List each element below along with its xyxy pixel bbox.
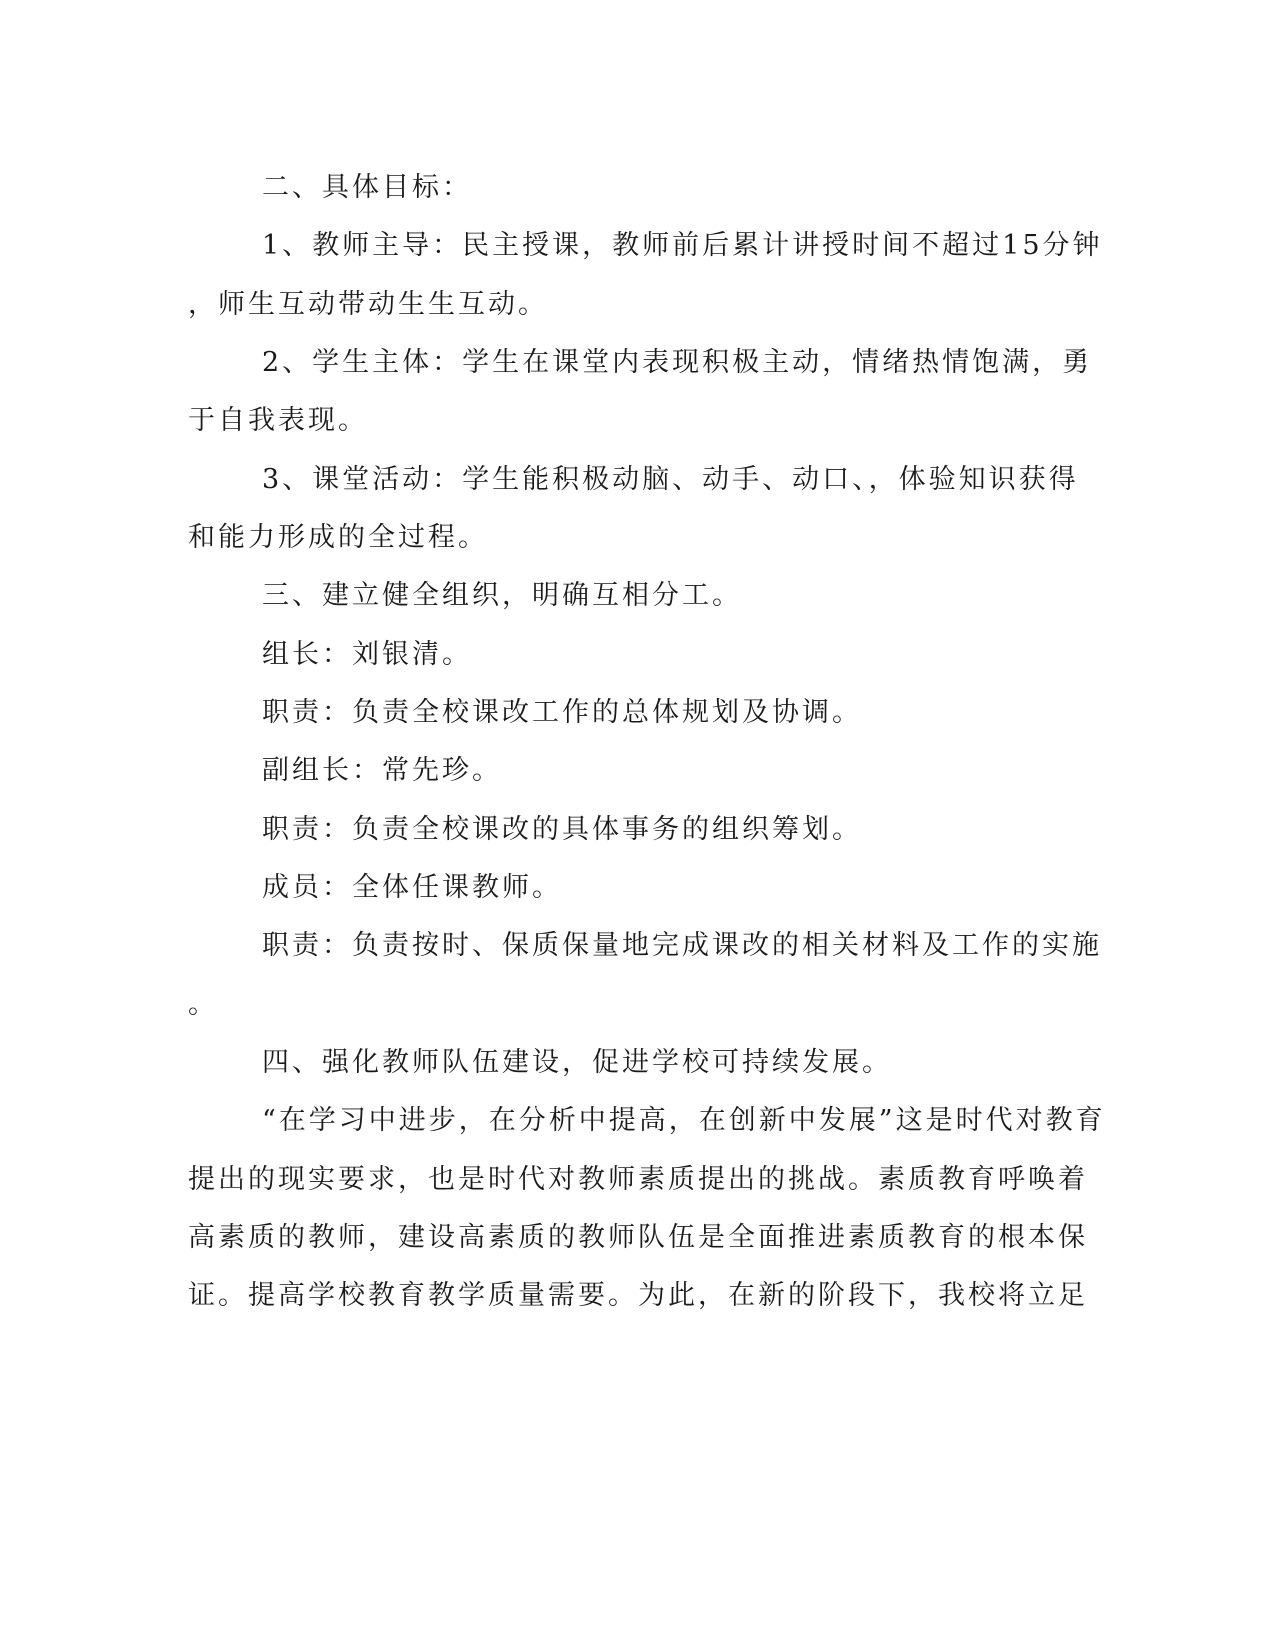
paragraph-line: 。 — [188, 989, 218, 1020]
paragraph-line: 证。提高学校教育教学质量需要。为此，在新的阶段下，我校将立足 — [188, 1280, 1088, 1311]
paragraph-line: 和能力形成的全过程。 — [188, 522, 488, 553]
paragraph-line: 职责：负责按时、保质保量地完成课改的相关材料及工作的实施 — [262, 930, 1102, 961]
paragraph-line: 职责：负责全校课改工作的总体规划及协调。 — [262, 697, 862, 728]
paragraph-line: 2、学生主体：学生在课堂内表现积极主动，情绪热情饱满，勇 — [262, 347, 1093, 378]
paragraph-line: 1、教师主导：民主授课，教师前后累计讲授时间不超过15分钟 — [262, 230, 1103, 261]
paragraph-line: 成员：全体任课教师。 — [262, 872, 562, 903]
section-heading-organization: 三、建立健全组织，明确互相分工。 — [262, 580, 742, 611]
paragraph-line: 职责：负责全校课改的具体事务的组织筹划。 — [262, 814, 862, 845]
paragraph-line: 3、课堂活动：学生能积极动脑、动手、动口、，体验知识获得 — [262, 464, 1079, 495]
paragraph-line: “在学习中进步，在分析中提高，在创新中发展”这是时代对教育 — [262, 1105, 1106, 1136]
paragraph-line: 提出的现实要求，也是时代对教师素质提出的挑战。素质教育呼唤着 — [188, 1164, 1088, 1195]
paragraph-line: 副组长：常先珍。 — [262, 755, 502, 786]
paragraph-line: 高素质的教师，建设高素质的教师队伍是全面推进素质教育的根本保 — [188, 1222, 1088, 1253]
section-heading-teacher-team: 四、强化教师队伍建设，促进学校可持续发展。 — [262, 1047, 892, 1078]
paragraph-line: 于自我表现。 — [188, 405, 368, 436]
section-heading-specific-goals: 二、具体目标： — [262, 172, 472, 203]
paragraph-line: 组长：刘银清。 — [262, 639, 472, 670]
paragraph-line: ，师生互动带动生生互动。 — [188, 289, 548, 320]
